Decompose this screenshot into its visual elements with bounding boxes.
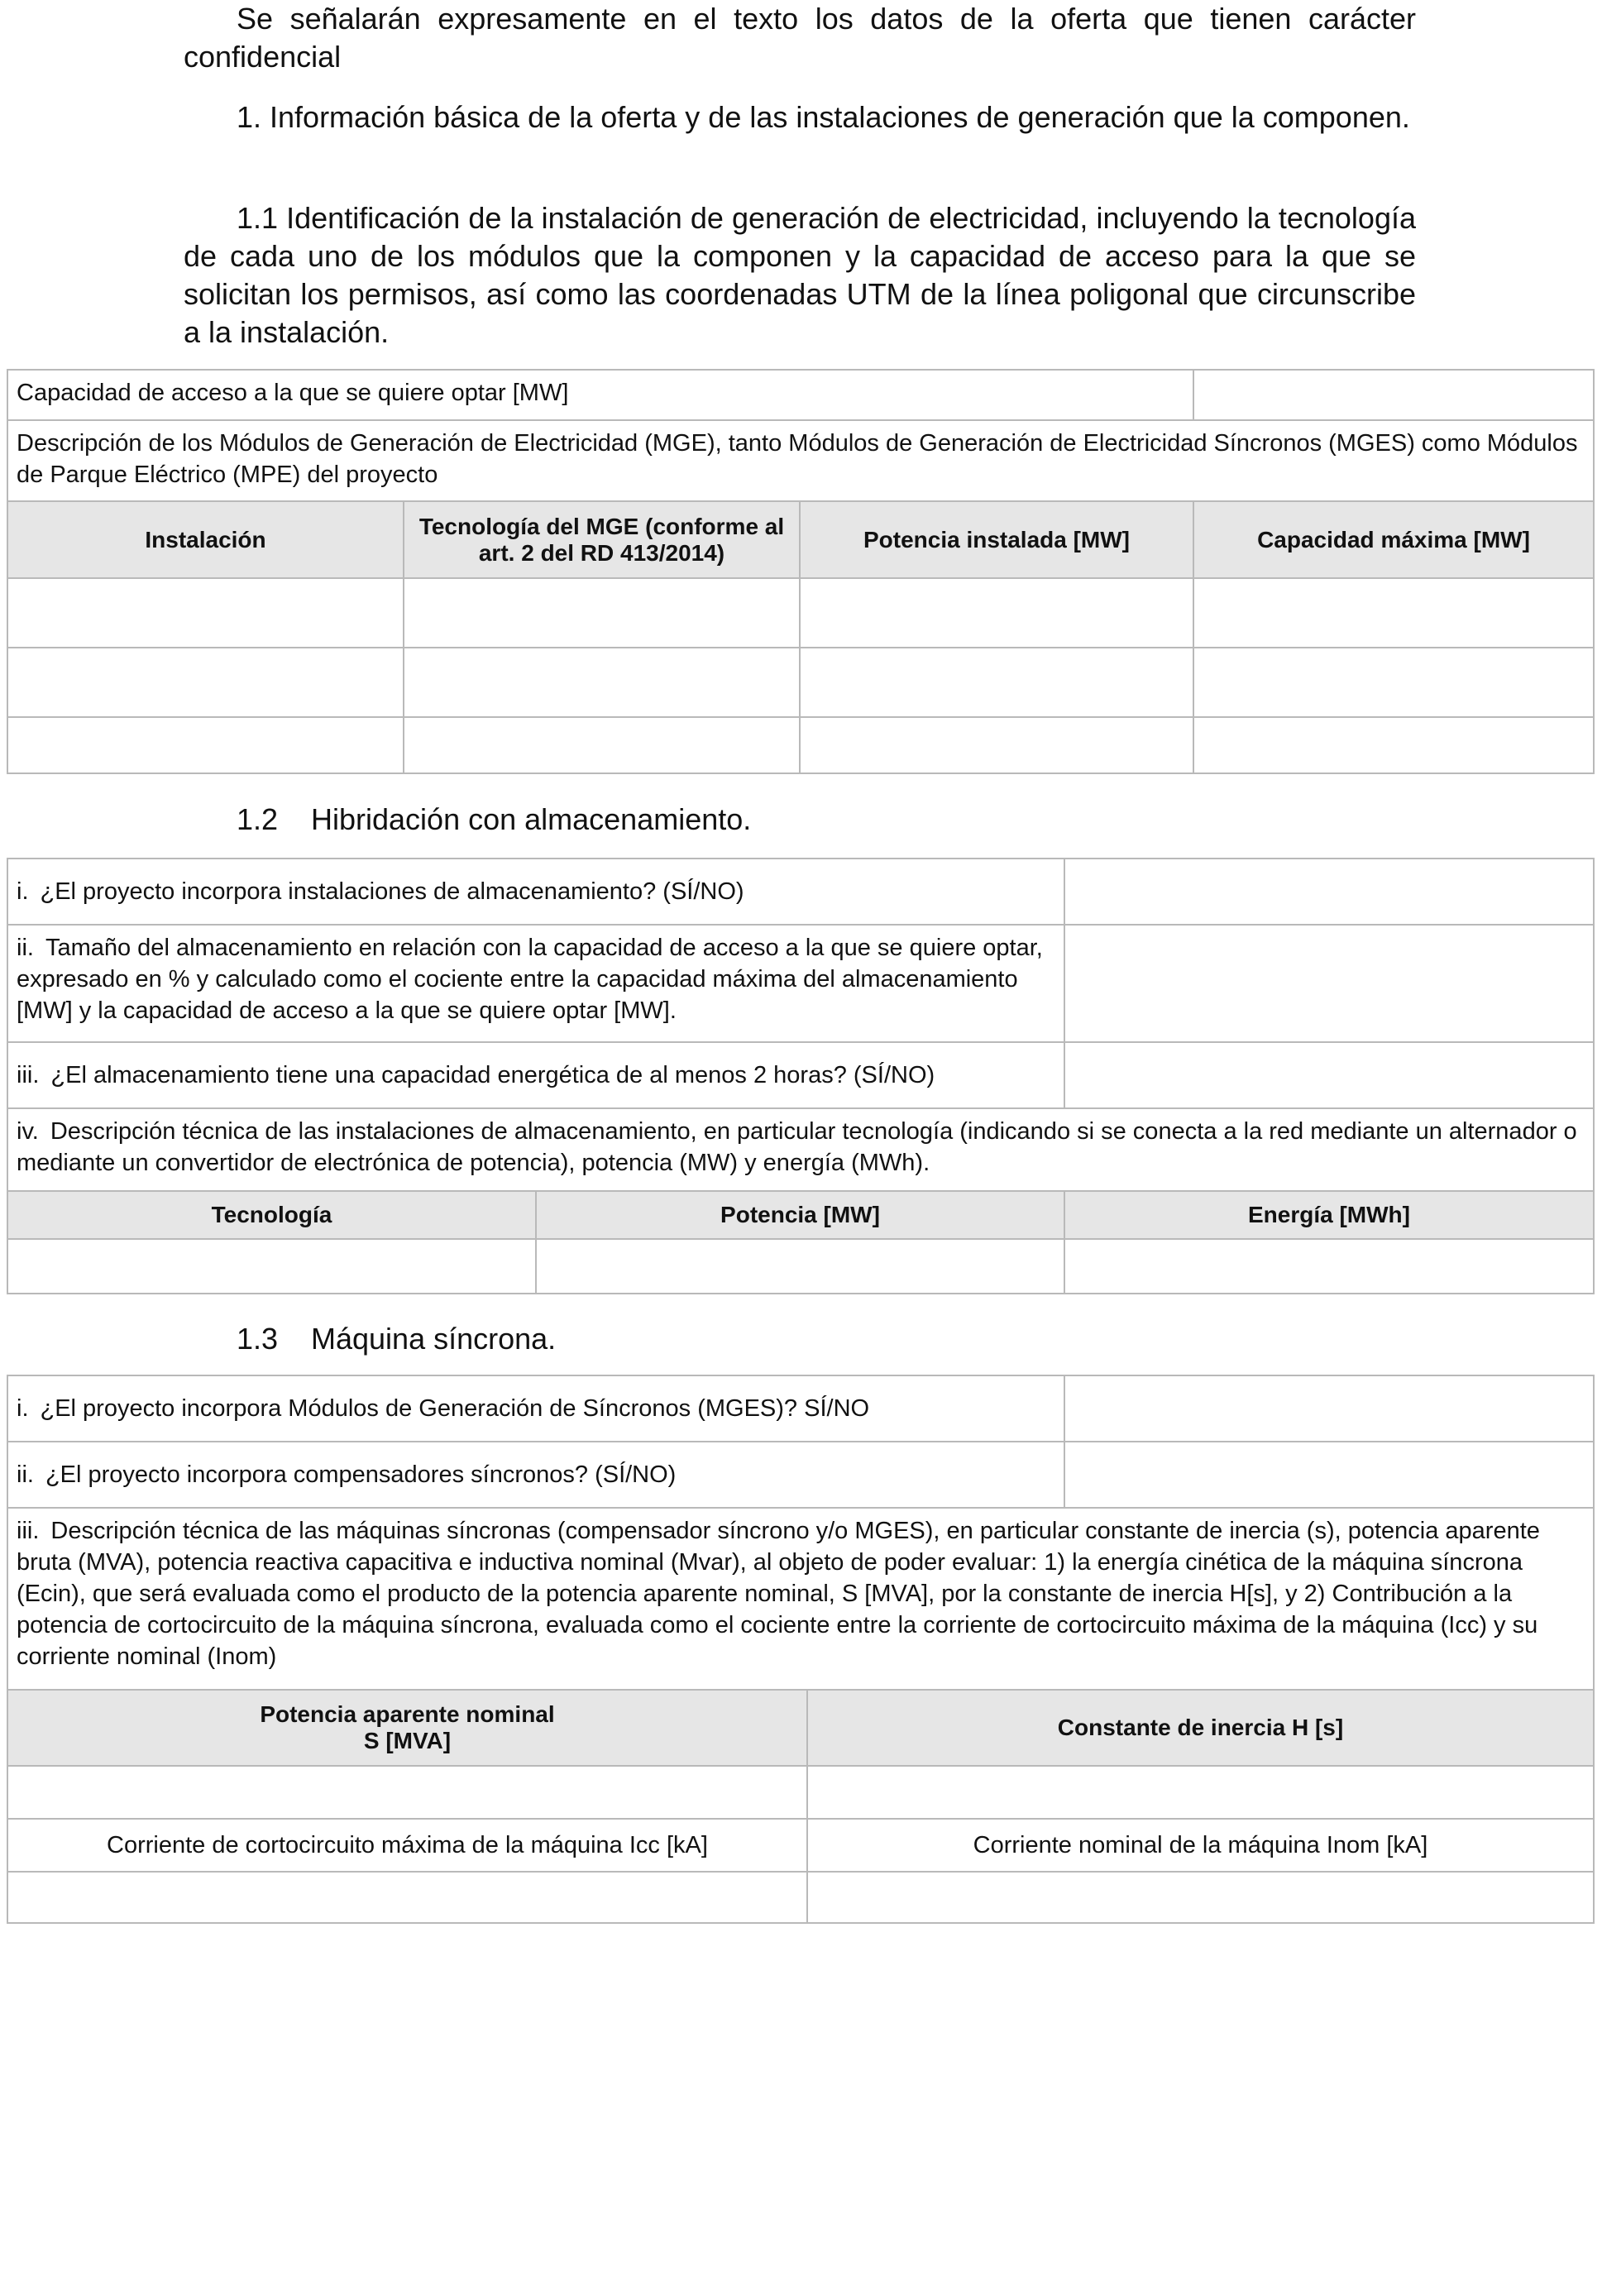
table-cell[interactable] (403, 577, 801, 648)
section-1-2-heading (237, 801, 751, 839)
section-1-heading: 1. Información básica de la oferta y de las instalaciones de generación que la componen. (237, 100, 1410, 134)
sync-question-1 (7, 1375, 1065, 1442)
storage-table (7, 858, 1595, 1294)
storage-answer-1-field[interactable] (1064, 858, 1595, 926)
nominal-current-field[interactable] (806, 1871, 1595, 1924)
item-number: iii. (17, 1062, 40, 1088)
apparent-power-field[interactable] (7, 1765, 808, 1820)
table-cell[interactable] (7, 577, 404, 648)
question-text: ¿El proyecto incorpora instalaciones de almacenamiento? (SÍ/NO) (40, 878, 744, 905)
header-energy: Energía [MWh] (1064, 1190, 1595, 1240)
table-cell[interactable] (1064, 1238, 1595, 1294)
section-number: 1.2 (237, 802, 279, 836)
synchronous-machine-table (7, 1375, 1595, 1924)
header-technology: Tecnología del MGE (conforme al art. 2 del RD 413/2014) (403, 500, 801, 579)
header-technology: Tecnología (7, 1190, 537, 1240)
description-text: Descripción técnica de las instalaciones de almacenamiento, en particular tecnología (indicando si se conecta a la red mediante un alternador o mediante un convertidor de electrónica de potencia), potencia (MW) y energía (MWh). (17, 1118, 1577, 1176)
storage-answer-2-field[interactable] (1064, 924, 1595, 1043)
table-cell[interactable] (7, 647, 404, 718)
storage-question-3 (7, 1041, 1065, 1109)
header-inertia-constant: Constante de inercia H [s] (806, 1689, 1595, 1767)
section-title: Máquina síncrona. (311, 1322, 557, 1356)
section-number: 1.3 (237, 1322, 279, 1356)
question-text: ¿El proyecto incorpora compensadores síncronos? (SÍ/NO) (45, 1461, 677, 1488)
sync-answer-2-field[interactable] (1064, 1441, 1595, 1509)
installation-table (7, 369, 1595, 774)
sync-answer-1-field[interactable] (1064, 1375, 1595, 1442)
description-text: Descripción técnica de las máquinas síncronas (compensador síncrono y/o MGES), en particular constante de inercia (s), potencia aparente bruta (MVA), potencia reactiva capacitiva e inductiva nominal (Mvar), al objeto de poder evaluar: 1) la energía cinética de la máquina síncrona (Ecin), que será evaluada como el producto de la potencia aparente nominal, S [MVA], por la constante de inercia H[s], y 2) Contribución a la potencia de cortocircuito de la máquina síncrona, evaluada como el cociente entre la corriente de cortocircuito máxima de la máquina (Icc) y su corriente nominal (Inom) (17, 1518, 1540, 1670)
item-number: iii. (17, 1518, 40, 1544)
capacity-value-field[interactable] (1193, 369, 1595, 421)
storage-description (7, 1107, 1595, 1192)
table-cell[interactable] (1193, 716, 1595, 774)
header-installed-power: Potencia instalada [MW] (799, 500, 1194, 579)
table-cell[interactable] (1193, 647, 1595, 718)
table-cell[interactable] (7, 1238, 537, 1294)
inertia-constant-field[interactable] (806, 1765, 1595, 1820)
confidential-note: Se señalarán expresamente en el texto los datos de la oferta que tienen carácter confidencial (184, 2, 1416, 74)
item-number: ii. (17, 1461, 34, 1488)
table-cell[interactable] (535, 1238, 1065, 1294)
label-nominal-current: Corriente nominal de la máquina Inom [kA] (806, 1818, 1595, 1873)
table-cell[interactable] (1193, 577, 1595, 648)
table-cell[interactable] (799, 647, 1194, 718)
header-installation: Instalación (7, 500, 404, 579)
short-circuit-current-field[interactable] (7, 1871, 808, 1924)
question-text: Tamaño del almacenamiento en relación con la capacidad de acceso a la que se quiere optar, expresado en % y calculado como el cociente entre la capacidad máxima del almacenamiento [MW] y la capacidad de acceso a la que se quiere optar [MW]. (17, 935, 1043, 1024)
sync-description (7, 1507, 1595, 1691)
question-text: ¿El almacenamiento tiene una capacidad energética de al menos 2 horas? (SÍ/NO) (50, 1062, 935, 1088)
table-cell[interactable] (799, 716, 1194, 774)
label-short-circuit-current: Corriente de cortocircuito máxima de la máquina Icc [kA] (7, 1818, 808, 1873)
section-1-1-text: 1.1 Identificación de la instalación de generación de electricidad, incluyendo la tecnología de cada uno de los módulos que la componen y la capacidad de acceso para la que se solicitan los permisos, así como las coordenadas UTM de la línea poligonal que circunscribe a la instalación. (184, 201, 1416, 349)
table-cell[interactable] (403, 647, 801, 718)
capacity-label: Capacidad de acceso a la que se quiere optar [MW] (7, 369, 1194, 421)
item-number: i. (17, 1395, 29, 1422)
sync-question-2 (7, 1441, 1065, 1509)
table-cell[interactable] (799, 577, 1194, 648)
item-number: iv. (17, 1118, 39, 1145)
item-number: i. (17, 878, 29, 905)
header-max-capacity: Capacidad máxima [MW] (1193, 500, 1595, 579)
section-title: Hibridación con almacenamiento. (311, 802, 752, 836)
item-number: ii. (17, 935, 34, 961)
table-cell[interactable] (403, 716, 801, 774)
header-power: Potencia [MW] (535, 1190, 1065, 1240)
storage-question-2 (7, 924, 1065, 1043)
modules-description: Descripción de los Módulos de Generación de Electricidad (MGE), tanto Módulos de Generación de Electricidad Síncronos (MGES) como Módulos de Parque Eléctrico (MPE) del proyecto (7, 419, 1595, 502)
storage-question-1 (7, 858, 1065, 926)
storage-answer-3-field[interactable] (1064, 1041, 1595, 1109)
table-cell[interactable] (7, 716, 404, 774)
header-apparent-power: Potencia aparente nominal S [MVA] (7, 1689, 808, 1767)
question-text: ¿El proyecto incorpora Módulos de Generación de Síncronos (MGES)? SÍ/NO (40, 1395, 870, 1422)
section-1-3-heading (237, 1320, 556, 1358)
